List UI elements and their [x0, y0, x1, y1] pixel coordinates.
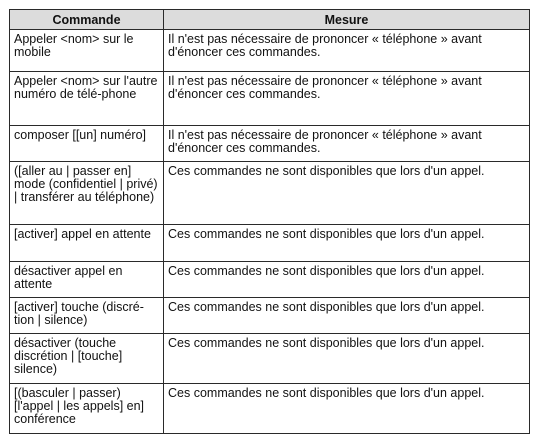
header-measure: Mesure — [164, 10, 530, 30]
command-cell: désactiver (touche discrétion | [touche] silence) — [10, 334, 164, 384]
table-row — [10, 298, 530, 334]
measure-cell: Ces commandes ne sont disponibles que lors d'un appel. — [164, 225, 530, 262]
measure-cell: Il n'est pas nécessaire de prononcer « téléphone » avant d'énoncer ces commandes. — [164, 126, 530, 162]
measure-cell: Ces commandes ne sont disponibles que lors d'un appel. — [164, 298, 530, 334]
command-cell: [activer] appel en attente — [10, 225, 164, 262]
command-cell: Appeler <nom> sur l'autre numéro de télé-phone — [10, 72, 164, 126]
table-row — [10, 384, 530, 434]
command-cell: [(basculer | passer) [l'appel | les appels] en] conférence — [10, 384, 164, 434]
measure-cell: Il n'est pas nécessaire de prononcer « téléphone » avant d'énoncer ces commandes. — [164, 72, 530, 126]
table-row — [10, 262, 530, 298]
table-header-row — [10, 10, 530, 30]
table-row — [10, 126, 530, 162]
command-cell: [activer] touche (discré-tion | silence) — [10, 298, 164, 334]
measure-cell: Ces commandes ne sont disponibles que lors d'un appel. — [164, 384, 530, 434]
table-row — [10, 225, 530, 262]
voice-commands-table — [9, 9, 530, 434]
measure-cell: Ces commandes ne sont disponibles que lors d'un appel. — [164, 262, 530, 298]
table-row — [10, 30, 530, 72]
measure-cell: Il n'est pas nécessaire de prononcer « téléphone » avant d'énoncer ces commandes. — [164, 30, 530, 72]
header-command: Commande — [10, 10, 164, 30]
command-cell: composer [[un] numéro] — [10, 126, 164, 162]
measure-cell: Ces commandes ne sont disponibles que lors d'un appel. — [164, 162, 530, 225]
table-row — [10, 162, 530, 225]
command-cell: Appeler <nom> sur le mobile — [10, 30, 164, 72]
voice-commands-table-container — [9, 9, 529, 434]
measure-cell: Ces commandes ne sont disponibles que lors d'un appel. — [164, 334, 530, 384]
command-cell: désactiver appel en attente — [10, 262, 164, 298]
table-row — [10, 334, 530, 384]
table-row — [10, 72, 530, 126]
command-cell: ([aller au | passer en] mode (confidentiel | privé) | transférer au téléphone) — [10, 162, 164, 225]
